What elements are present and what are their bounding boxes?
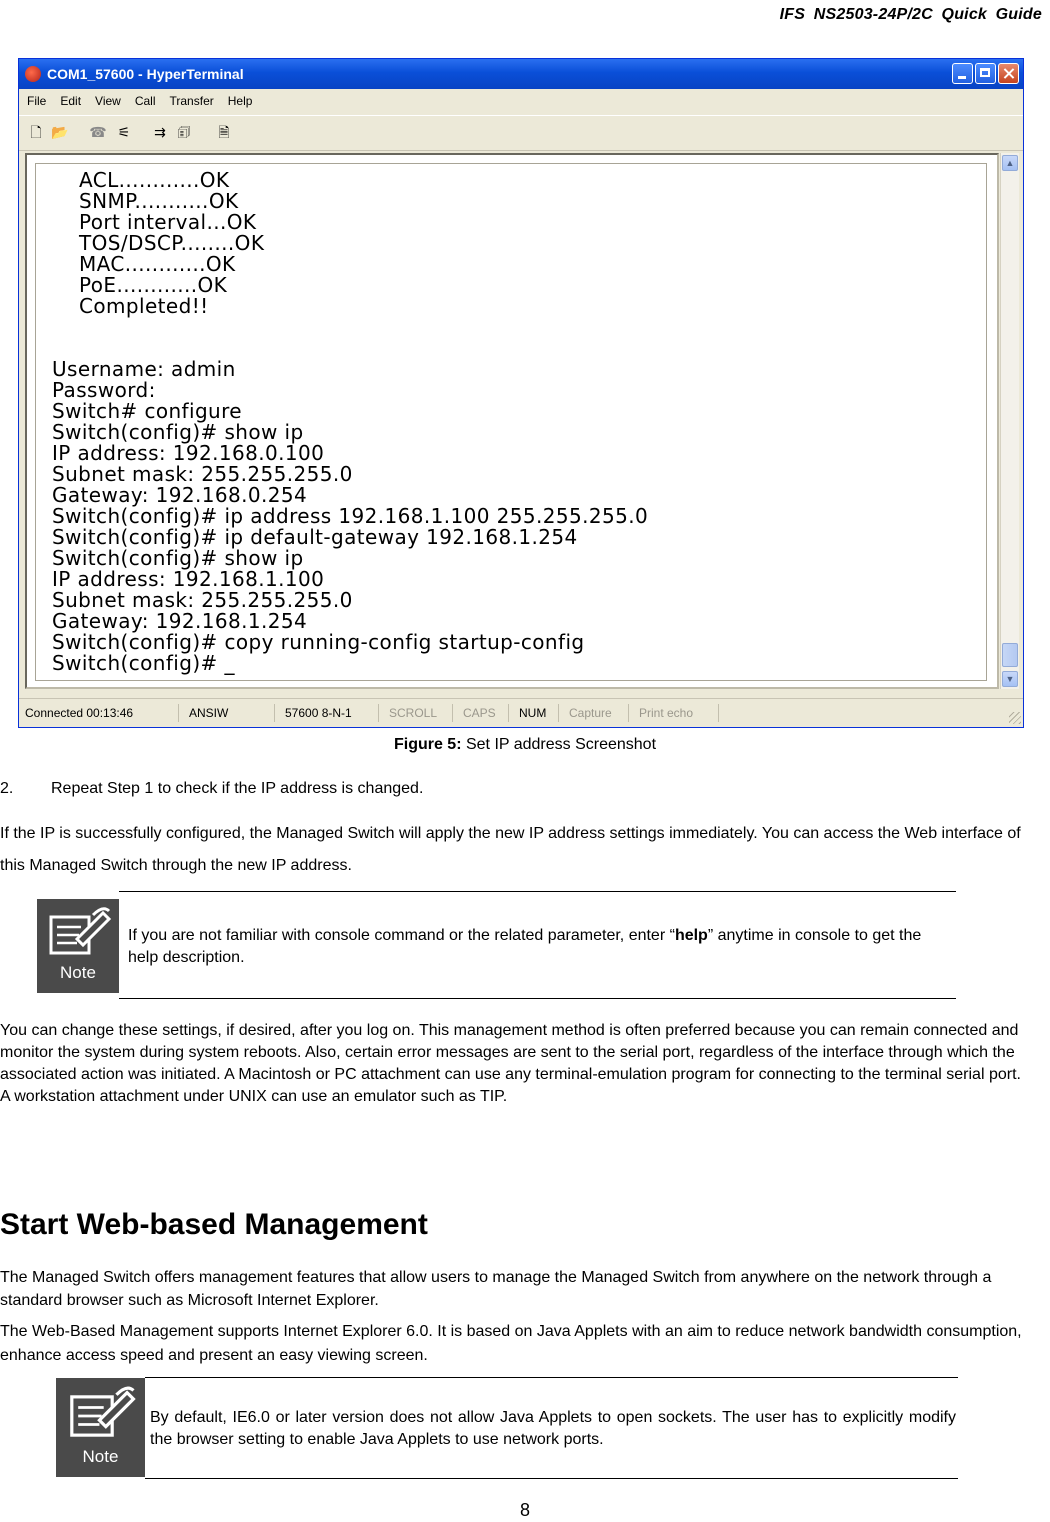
menu-view[interactable]: View	[95, 94, 121, 108]
connect-phone-icon[interactable]: ☎	[89, 124, 107, 140]
note-icon-label: Note	[82, 1447, 119, 1466]
note-icon	[56, 1378, 145, 1477]
status-print-echo: Print echo	[633, 704, 719, 722]
paragraph-change-settings: You can change these settings, if desired, after you log on. This management method is often preferred because you can remain connected and monitor the system during system reboots. Also, certain error messages are sent to the serial port, regardless of the interface through which the associated action was initiated. A Macintosh or PC attachment can use any terminal-emulation program for connecting to the terminal serial port. A workstation attachment under UNIX can use an emulator such as TIP.	[0, 1022, 1021, 1105]
resize-grip[interactable]	[1009, 712, 1021, 724]
terminal-line: Switch(config)# ip default-gateway 192.168.1.254	[52, 525, 578, 549]
terminal-line: MAC............OK	[52, 252, 236, 276]
figure-caption-label: Figure 5:	[393, 736, 462, 753]
status-connected: Connected 00:13:46	[19, 704, 179, 722]
terminal-line: PoE............OK	[52, 273, 228, 297]
scroll-thumb[interactable]	[1002, 643, 1018, 667]
disconnect-icon[interactable]: ⚟	[117, 124, 131, 140]
paragraph-web-management-support: The Web-Based Management supports Internet Explorer 6.0. It is based on Java Applets with an aim to reduce network bandwidth consumption, enhance access speed and present an easy viewing screen.	[0, 1323, 1022, 1364]
figure-caption	[0, 736, 1050, 754]
status-port-settings: 57600 8-N-1	[279, 704, 379, 722]
status-num: NUM	[513, 704, 559, 722]
step-item	[0, 780, 1050, 800]
terminal-line: Switch(config)# copy running-config startup-config	[52, 630, 585, 654]
receive-file-icon[interactable]: 🗊	[177, 124, 191, 140]
terminal-line: Subnet mask: 255.255.255.0	[52, 588, 353, 612]
terminal-line: Password:	[52, 378, 156, 402]
scroll-up-icon[interactable]: ▲	[1002, 155, 1018, 171]
vertical-scrollbar[interactable]	[1000, 153, 1019, 689]
hyperterminal-window	[18, 58, 1024, 728]
paragraph-web-management-intro: The Managed Switch offers management features that allow users to manage the Managed Switch from anywhere on the network through a standard browser such as Microsoft Internet Explorer.	[0, 1269, 992, 1309]
terminal-line: TOS/DSCP........OK	[52, 231, 265, 255]
terminal-line: Gateway: 192.168.1.254	[52, 609, 308, 633]
menu-edit[interactable]: Edit	[60, 94, 82, 108]
scroll-down-icon[interactable]: ▼	[1002, 671, 1018, 687]
window-title: COM1_57600 - HyperTerminal	[47, 66, 244, 82]
terminal-line: Completed!!	[52, 294, 209, 318]
hyperterminal-app-icon	[25, 66, 41, 82]
terminal-line: IP address: 192.168.0.100	[52, 441, 325, 465]
terminal-output	[35, 163, 987, 681]
terminal-area[interactable]	[25, 153, 999, 689]
new-connection-icon[interactable]: 🗋	[30, 124, 42, 140]
figure-caption-text: Set IP address Screenshot	[461, 736, 657, 753]
terminal-line: IP address: 192.168.1.100	[52, 567, 325, 591]
menu-transfer[interactable]: Transfer	[169, 94, 214, 108]
status-caps: CAPS	[457, 704, 509, 722]
status-capture: Capture	[563, 704, 629, 722]
window-titlebar[interactable]	[19, 59, 1023, 89]
status-emulation: ANSIW	[183, 704, 275, 722]
terminal-line: Username: admin	[52, 357, 236, 381]
menu-help[interactable]: Help	[227, 94, 253, 108]
open-folder-icon[interactable]: 📂	[51, 124, 69, 140]
terminal-line: Switch# configure	[52, 399, 243, 423]
menu-call[interactable]: Call	[134, 94, 156, 108]
note-icon-label: Note	[60, 963, 96, 982]
note-text: By default, IE6.0 or later version does not allow Java Applets to open sockets. The user has to explicitly modify the browser setting to enable Java Applets to use network ports.	[150, 1409, 956, 1448]
note-box	[119, 891, 956, 999]
status-scroll: SCROLL	[383, 704, 453, 722]
menu-bar	[19, 89, 1023, 113]
note-text-before: If you are not familiar with console command or the related parameter, enter “	[128, 927, 675, 944]
close-button[interactable]	[998, 63, 1019, 84]
menu-file[interactable]: File	[27, 94, 47, 108]
properties-icon[interactable]: 🗎	[218, 124, 230, 140]
terminal-line: Port interval...OK	[52, 210, 257, 234]
section-heading: Start Web-based Management	[0, 1208, 428, 1241]
paragraph-ip-configured: If the IP is successfully configured, the Managed Switch will apply the new IP address settings immediately. You can access the Web interface of this Managed Switch through the new IP address.	[0, 825, 1021, 874]
note-text	[128, 925, 928, 969]
document-header-title: IFS NS2503-24P/2C Quick Guide	[779, 6, 1042, 23]
note-box	[145, 1377, 958, 1479]
terminal-line: SNMP...........OK	[52, 189, 239, 213]
terminal-line: Switch(config)# show ip	[52, 420, 304, 444]
page-number: 8	[519, 1500, 530, 1520]
toolbar	[19, 115, 1023, 151]
note-text-help-keyword: help	[674, 927, 708, 944]
terminal-line: Subnet mask: 255.255.255.0	[52, 462, 353, 486]
terminal-line: Switch(config)# _	[52, 651, 235, 675]
terminal-line: Switch(config)# ip address 192.168.1.100 255.255.255.0	[52, 504, 649, 528]
minimize-button[interactable]	[952, 63, 973, 84]
step-text: Repeat Step 1 to check if the IP address is changed.	[51, 780, 424, 797]
send-file-icon[interactable]: ⇉	[154, 124, 166, 140]
maximize-button[interactable]	[975, 63, 996, 84]
terminal-line: Gateway: 192.168.0.254	[52, 483, 308, 507]
step-number: 2.	[0, 780, 14, 797]
terminal-line: Switch(config)# show ip	[52, 546, 304, 570]
note-icon	[37, 899, 119, 993]
status-bar	[19, 698, 1023, 727]
note-text-after: ” anytime in console to get the help description.	[128, 927, 922, 966]
terminal-line: ACL............OK	[52, 168, 230, 192]
